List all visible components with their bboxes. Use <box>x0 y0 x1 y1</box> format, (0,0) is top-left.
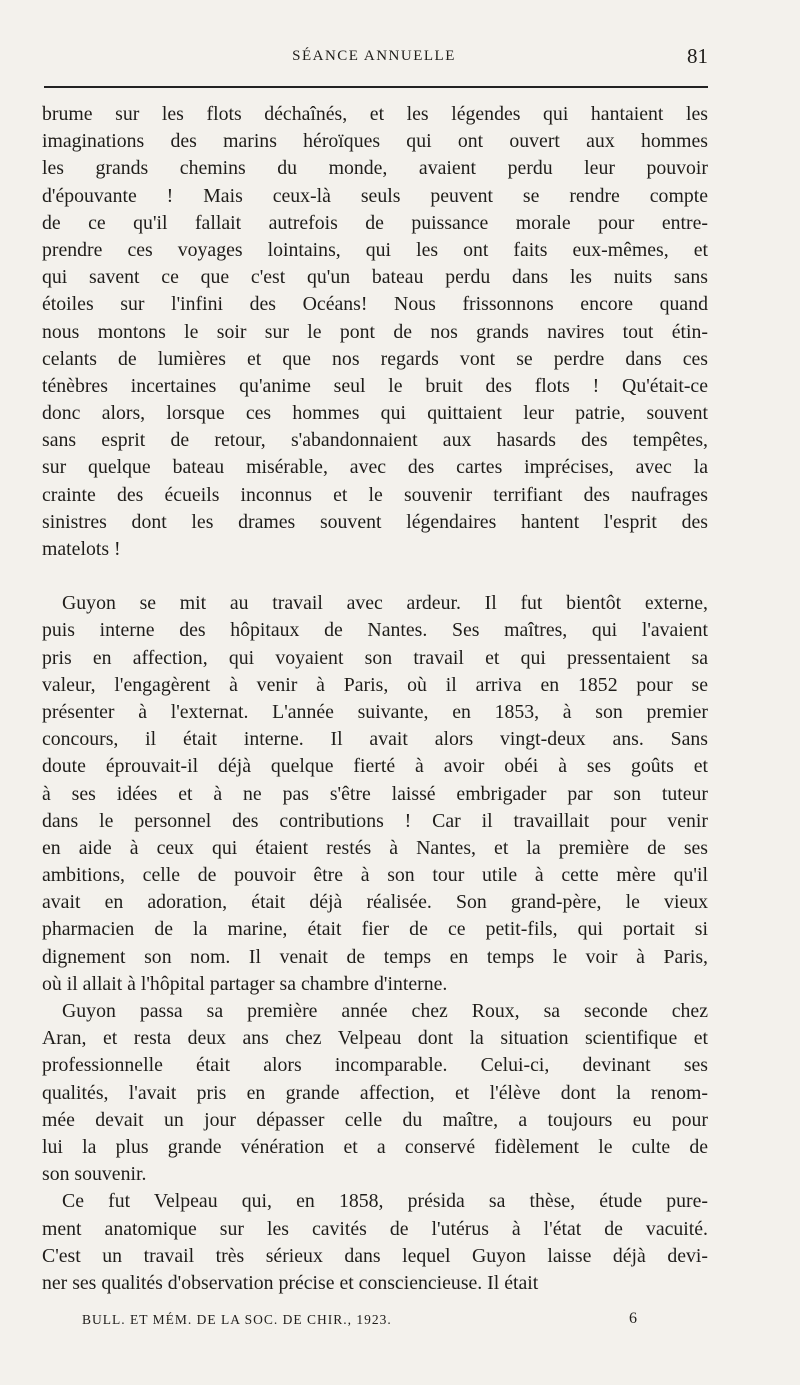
text-line: ner ses qualités d'observation précise et consciencieuse. Il était <box>42 1271 539 1294</box>
text-line: brume sur les flots déchaînés, et les légendes qui hantaient les <box>42 103 708 125</box>
text-line: doute éprouvait-il déjà quelque fierté à avoir obéi à ses goûts et <box>42 755 708 778</box>
text-line: d'épouvante ! Mais ceux-là seuls peuvent se rendre compte <box>42 184 708 207</box>
text-line: qui savent ce que c'est qu'un bateau perdu dans les nuits sans <box>42 266 708 289</box>
text-line: sans esprit de retour, s'abandonnaient aux hasards des tempêtes, <box>42 429 708 452</box>
text-line: concours, il était interne. Il avait alors vingt-deux ans. Sans <box>42 728 708 751</box>
paragraph <box>42 998 708 1188</box>
text-line: sinistres dont les drames souvent légendaires hantent l'esprit des <box>42 510 708 533</box>
text-line: crainte des écueils inconnus et le souvenir terrifiant des naufrages <box>42 483 708 506</box>
text-line: avait en adoration, était déjà réalisée. Son grand-père, le vieux <box>42 891 708 914</box>
text-line: étoiles sur l'infini des Océans! Nous frissonnons encore quand <box>42 293 708 316</box>
text-line: ment anatomique sur les cavités de l'utérus à l'état de vacuité. <box>42 1217 708 1240</box>
signature-mark: 6 <box>629 1310 638 1327</box>
page-number: 81 <box>687 44 708 68</box>
text-line: prendre ces voyages lointains, qui les ont faits eux-mêmes, et <box>42 238 708 261</box>
paragraph-gap <box>42 563 708 590</box>
text-line: Guyon passa sa première année chez Roux, sa seconde chez <box>62 1000 708 1022</box>
text-line: Guyon se mit au travail avec ardeur. Il fut bientôt externe, <box>62 592 708 615</box>
text-line: dans le personnel des contributions ! Car il travaillait pour venir <box>42 809 708 832</box>
journal-citation: BULL. ET MÉM. DE LA SOC. DE CHIR., 1923. <box>82 1312 392 1327</box>
text-line: qualités, l'avait pris en grande affection, et l'élève dont la renom- <box>42 1081 708 1104</box>
text-line: où il allait à l'hôpital partager sa chambre d'interne. <box>42 972 448 995</box>
running-title: SÉANCE ANNUELLE <box>292 48 456 64</box>
text-line: ténèbres incertaines qu'anime seul le bruit des flots ! Qu'était-ce <box>42 374 708 397</box>
text-line: C'est un travail très sérieux dans lequel Guyon laisse déjà devi- <box>42 1244 708 1267</box>
paragraph <box>42 590 708 998</box>
text-line: sur quelque bateau misérable, avec des cartes imprécises, avec la <box>42 456 708 479</box>
text-line: donc alors, lorsque ces hommes qui quittaient leur patrie, souvent <box>42 402 708 425</box>
header-rule <box>44 86 708 88</box>
text-line: présenter à l'externat. L'année suivante, en 1853, à son premier <box>42 700 708 723</box>
text-line: pharmacien de la marine, était fier de ce petit-fils, qui portait si <box>42 918 708 941</box>
text-line: pris en affection, qui voyaient son travail et qui pressentaient sa <box>42 646 708 669</box>
text-line: lui la plus grande vénération et a conservé fidèlement le culte de <box>42 1135 708 1158</box>
text-line: professionnelle était alors incomparable. Celui-ci, devinant ses <box>42 1054 708 1077</box>
text-line: imaginations des marins héroïques qui ont ouvert aux hommes <box>42 130 708 153</box>
page-footer <box>82 1310 638 1334</box>
text-line: Aran, et resta deux ans chez Velpeau dont la situation scientifique et <box>42 1027 708 1050</box>
text-line: ambitions, celle de pouvoir être à son tour utile à cette mère qu'il <box>42 864 708 887</box>
text-line: à ses idées et à ne pas s'être laissé embrigader par son tuteur <box>42 782 708 805</box>
text-line: mée devait un jour dépasser celle du maître, a toujours eu pour <box>42 1108 708 1131</box>
body-text <box>42 101 708 1297</box>
paragraph <box>42 1188 708 1297</box>
text-line: de ce qu'il fallait autrefois de puissance morale pour entre- <box>42 211 708 234</box>
text-line: celants de lumières et que nos regards vont se perdre dans ces <box>42 347 708 370</box>
text-line: valeur, l'engagèrent à venir à Paris, où il arriva en 1852 pour se <box>42 673 708 696</box>
text-line: en aide à ceux qui étaient restés à Nantes, et la première de ses <box>42 836 708 859</box>
text-line: matelots ! <box>42 538 121 560</box>
text-line: puis interne des hôpitaux de Nantes. Ses maîtres, qui l'avaient <box>42 619 708 642</box>
text-line: nous montons le soir sur le pont de nos grands navires tout étin- <box>42 320 708 343</box>
text-line: Ce fut Velpeau qui, en 1858, présida sa thèse, étude pure- <box>62 1190 708 1213</box>
text-line: les grands chemins du monde, avaient perdu leur pouvoir <box>42 157 708 180</box>
paragraph <box>42 101 708 563</box>
running-head <box>40 44 708 74</box>
text-line: son souvenir. <box>42 1163 147 1186</box>
text-line: dignement son nom. Il venait de temps en temps le voir à Paris, <box>42 945 708 968</box>
